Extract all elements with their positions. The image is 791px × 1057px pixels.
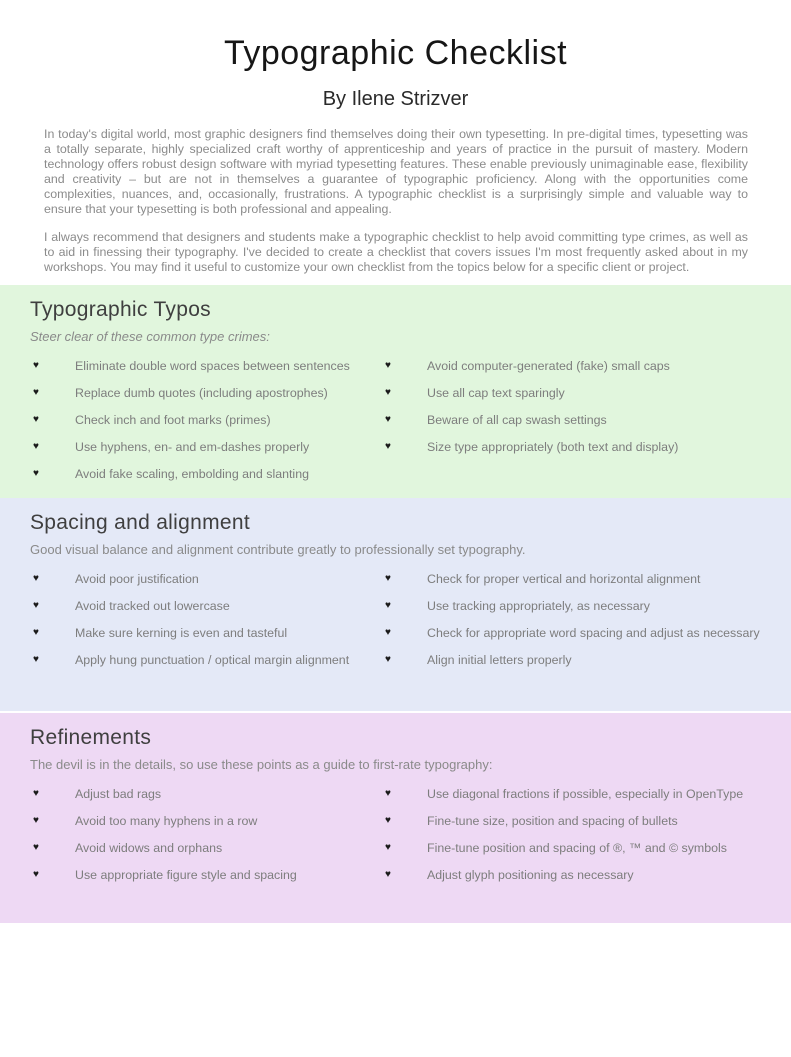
section-typographic-typos <box>0 285 791 498</box>
section-subtitle: The devil is in the details, so use these points as a guide to first-rate typography: <box>30 757 493 772</box>
checklist-item <box>385 646 761 673</box>
intro-text <box>44 127 748 275</box>
checklist-item <box>385 861 761 888</box>
checklist-item-text: Eliminate double word spaces between sentences <box>75 358 350 373</box>
checklist-column-left <box>33 352 385 487</box>
checklist-column-left <box>33 565 385 673</box>
checklist-item-text: Avoid tracked out lowercase <box>75 598 230 613</box>
heart-bullet-icon: ♥ <box>33 787 39 799</box>
checklist-column-left <box>33 780 385 888</box>
heart-bullet-icon: ♥ <box>33 572 39 584</box>
page-author: By Ilene Strizver <box>322 88 469 110</box>
checklist-item <box>385 592 761 619</box>
intro-paragraph-2: I always recommend that designers and students make a typographic checklist to help avoid committing type crimes, as well as to aid in finessing their typography. I've decided to create a checklist that covers issues I'm most frequently asked about in my workshops. You may find it useful to customize your own checklist from the topics below for a specific client or project. <box>44 230 748 274</box>
checklist-item-text: Avoid too many hyphens in a row <box>75 813 258 828</box>
checklist-item-text: Make sure kerning is even and tasteful <box>75 625 288 640</box>
checklist-item-text: Check for proper vertical and horizontal alignment <box>427 571 701 586</box>
heart-bullet-icon: ♥ <box>33 386 39 398</box>
checklist-item-text: Use tracking appropriately, as necessary <box>427 598 650 613</box>
checklist-item <box>33 592 385 619</box>
heart-bullet-icon: ♥ <box>385 359 391 371</box>
checklist-item <box>33 834 385 861</box>
heart-bullet-icon: ♥ <box>33 868 39 880</box>
heart-bullet-icon: ♥ <box>385 841 391 853</box>
checklist-item-text: Use appropriate figure style and spacing <box>75 867 297 882</box>
heart-bullet-icon: ♥ <box>385 868 391 880</box>
section-heading: Refinements <box>30 726 152 749</box>
heart-bullet-icon: ♥ <box>385 787 391 799</box>
checklist-item <box>385 565 761 592</box>
checklist-columns <box>30 565 761 673</box>
checklist-item-text: Replace dumb quotes (including apostrophes) <box>75 385 328 400</box>
checklist-item-text: Beware of all cap swash settings <box>427 412 607 427</box>
checklist-item <box>33 646 385 673</box>
heart-bullet-icon: ♥ <box>33 653 39 665</box>
section-heading: Typographic Typos <box>30 298 211 321</box>
checklist-item <box>385 406 761 433</box>
checklist-column-right <box>385 780 761 888</box>
checklist-item-text: Avoid poor justification <box>75 571 199 586</box>
page-title: Typographic Checklist <box>223 34 568 72</box>
checklist-column-right <box>385 352 761 487</box>
checklist-item <box>33 433 385 460</box>
heart-bullet-icon: ♥ <box>385 386 391 398</box>
checklist-item <box>385 834 761 861</box>
heart-bullet-icon: ♥ <box>385 440 391 452</box>
section-refinements <box>0 713 791 923</box>
heart-bullet-icon: ♥ <box>33 841 39 853</box>
heart-bullet-icon: ♥ <box>33 626 39 638</box>
checklist-item <box>33 780 385 807</box>
checklist-item-text: Avoid computer-generated (fake) small caps <box>427 358 670 373</box>
checklist-column-right <box>385 565 761 673</box>
checklist-item <box>385 379 761 406</box>
checklist-item <box>33 861 385 888</box>
checklist-item-text: Size type appropriately (both text and display) <box>427 439 679 454</box>
heart-bullet-icon: ♥ <box>33 413 39 425</box>
checklist-item <box>33 352 385 379</box>
checklist-item-text: Use hyphens, en- and em-dashes properly <box>75 439 310 454</box>
heart-bullet-icon: ♥ <box>385 599 391 611</box>
checklist-item <box>385 807 761 834</box>
section-subtitle: Good visual balance and alignment contribute greatly to professionally set typography. <box>30 542 526 557</box>
heart-bullet-icon: ♥ <box>33 440 39 452</box>
checklist-item <box>33 379 385 406</box>
checklist-item <box>385 619 761 646</box>
checklist-columns <box>30 780 761 888</box>
checklist-item <box>33 565 385 592</box>
checklist-item-text: Check for appropriate word spacing and adjust as necessary <box>427 625 760 640</box>
heart-bullet-icon: ♥ <box>33 467 39 479</box>
section-heading: Spacing and alignment <box>30 511 250 534</box>
checklist-item <box>33 460 385 487</box>
checklist-item <box>33 619 385 646</box>
checklist-item-text: Avoid widows and orphans <box>75 840 223 855</box>
heart-bullet-icon: ♥ <box>385 814 391 826</box>
checklist-item-text: Align initial letters properly <box>427 652 572 667</box>
checklist-columns <box>30 352 761 487</box>
heart-bullet-icon: ♥ <box>385 653 391 665</box>
checklist-item-text: Apply hung punctuation / optical margin alignment <box>75 652 350 667</box>
checklist-item <box>385 352 761 379</box>
checklist-item <box>385 780 761 807</box>
intro-paragraph-1: In today's digital world, most graphic designers find themselves doing their own typesetting. In pre-digital times, typesetting was a totally separate, highly specialized craft worthy of apprenticeship and years of practice in the pursuit of mastery. Modern technology offers robust design software with myriad typesetting features. These enable previously unimaginable ease, flexibility and creativity – but are not in themselves a guarantee of typographic proficiency. Along with the opportunities come complexities, nuances, and, occasionally, frustrations. A typographic checklist is a surprisingly simple and valuable way to ensure that your typesetting is both professional and appealing. <box>44 127 748 216</box>
heart-bullet-icon: ♥ <box>385 572 391 584</box>
heart-bullet-icon: ♥ <box>385 626 391 638</box>
checklist-item <box>33 406 385 433</box>
checklist-item <box>385 433 761 460</box>
checklist-item-text: Avoid fake scaling, embolding and slanting <box>75 466 309 481</box>
heart-bullet-icon: ♥ <box>33 599 39 611</box>
heart-bullet-icon: ♥ <box>385 413 391 425</box>
checklist-item-text: Adjust glyph positioning as necessary <box>427 867 634 882</box>
section-subtitle: Steer clear of these common type crimes: <box>30 329 270 344</box>
checklist-item-text: Adjust bad rags <box>75 786 162 801</box>
checklist-item-text: Fine-tune position and spacing of ®, ™ and © symbols <box>427 840 727 855</box>
checklist-item-text: Use diagonal fractions if possible, especially in OpenType <box>427 786 744 801</box>
checklist-item <box>33 807 385 834</box>
heart-bullet-icon: ♥ <box>33 359 39 371</box>
checklist-item-text: Fine-tune size, position and spacing of bullets <box>427 813 678 828</box>
heart-bullet-icon: ♥ <box>33 814 39 826</box>
section-spacing-and-alignment <box>0 498 791 711</box>
checklist-item-text: Use all cap text sparingly <box>427 385 565 400</box>
checklist-item-text: Check inch and foot marks (primes) <box>75 412 271 427</box>
